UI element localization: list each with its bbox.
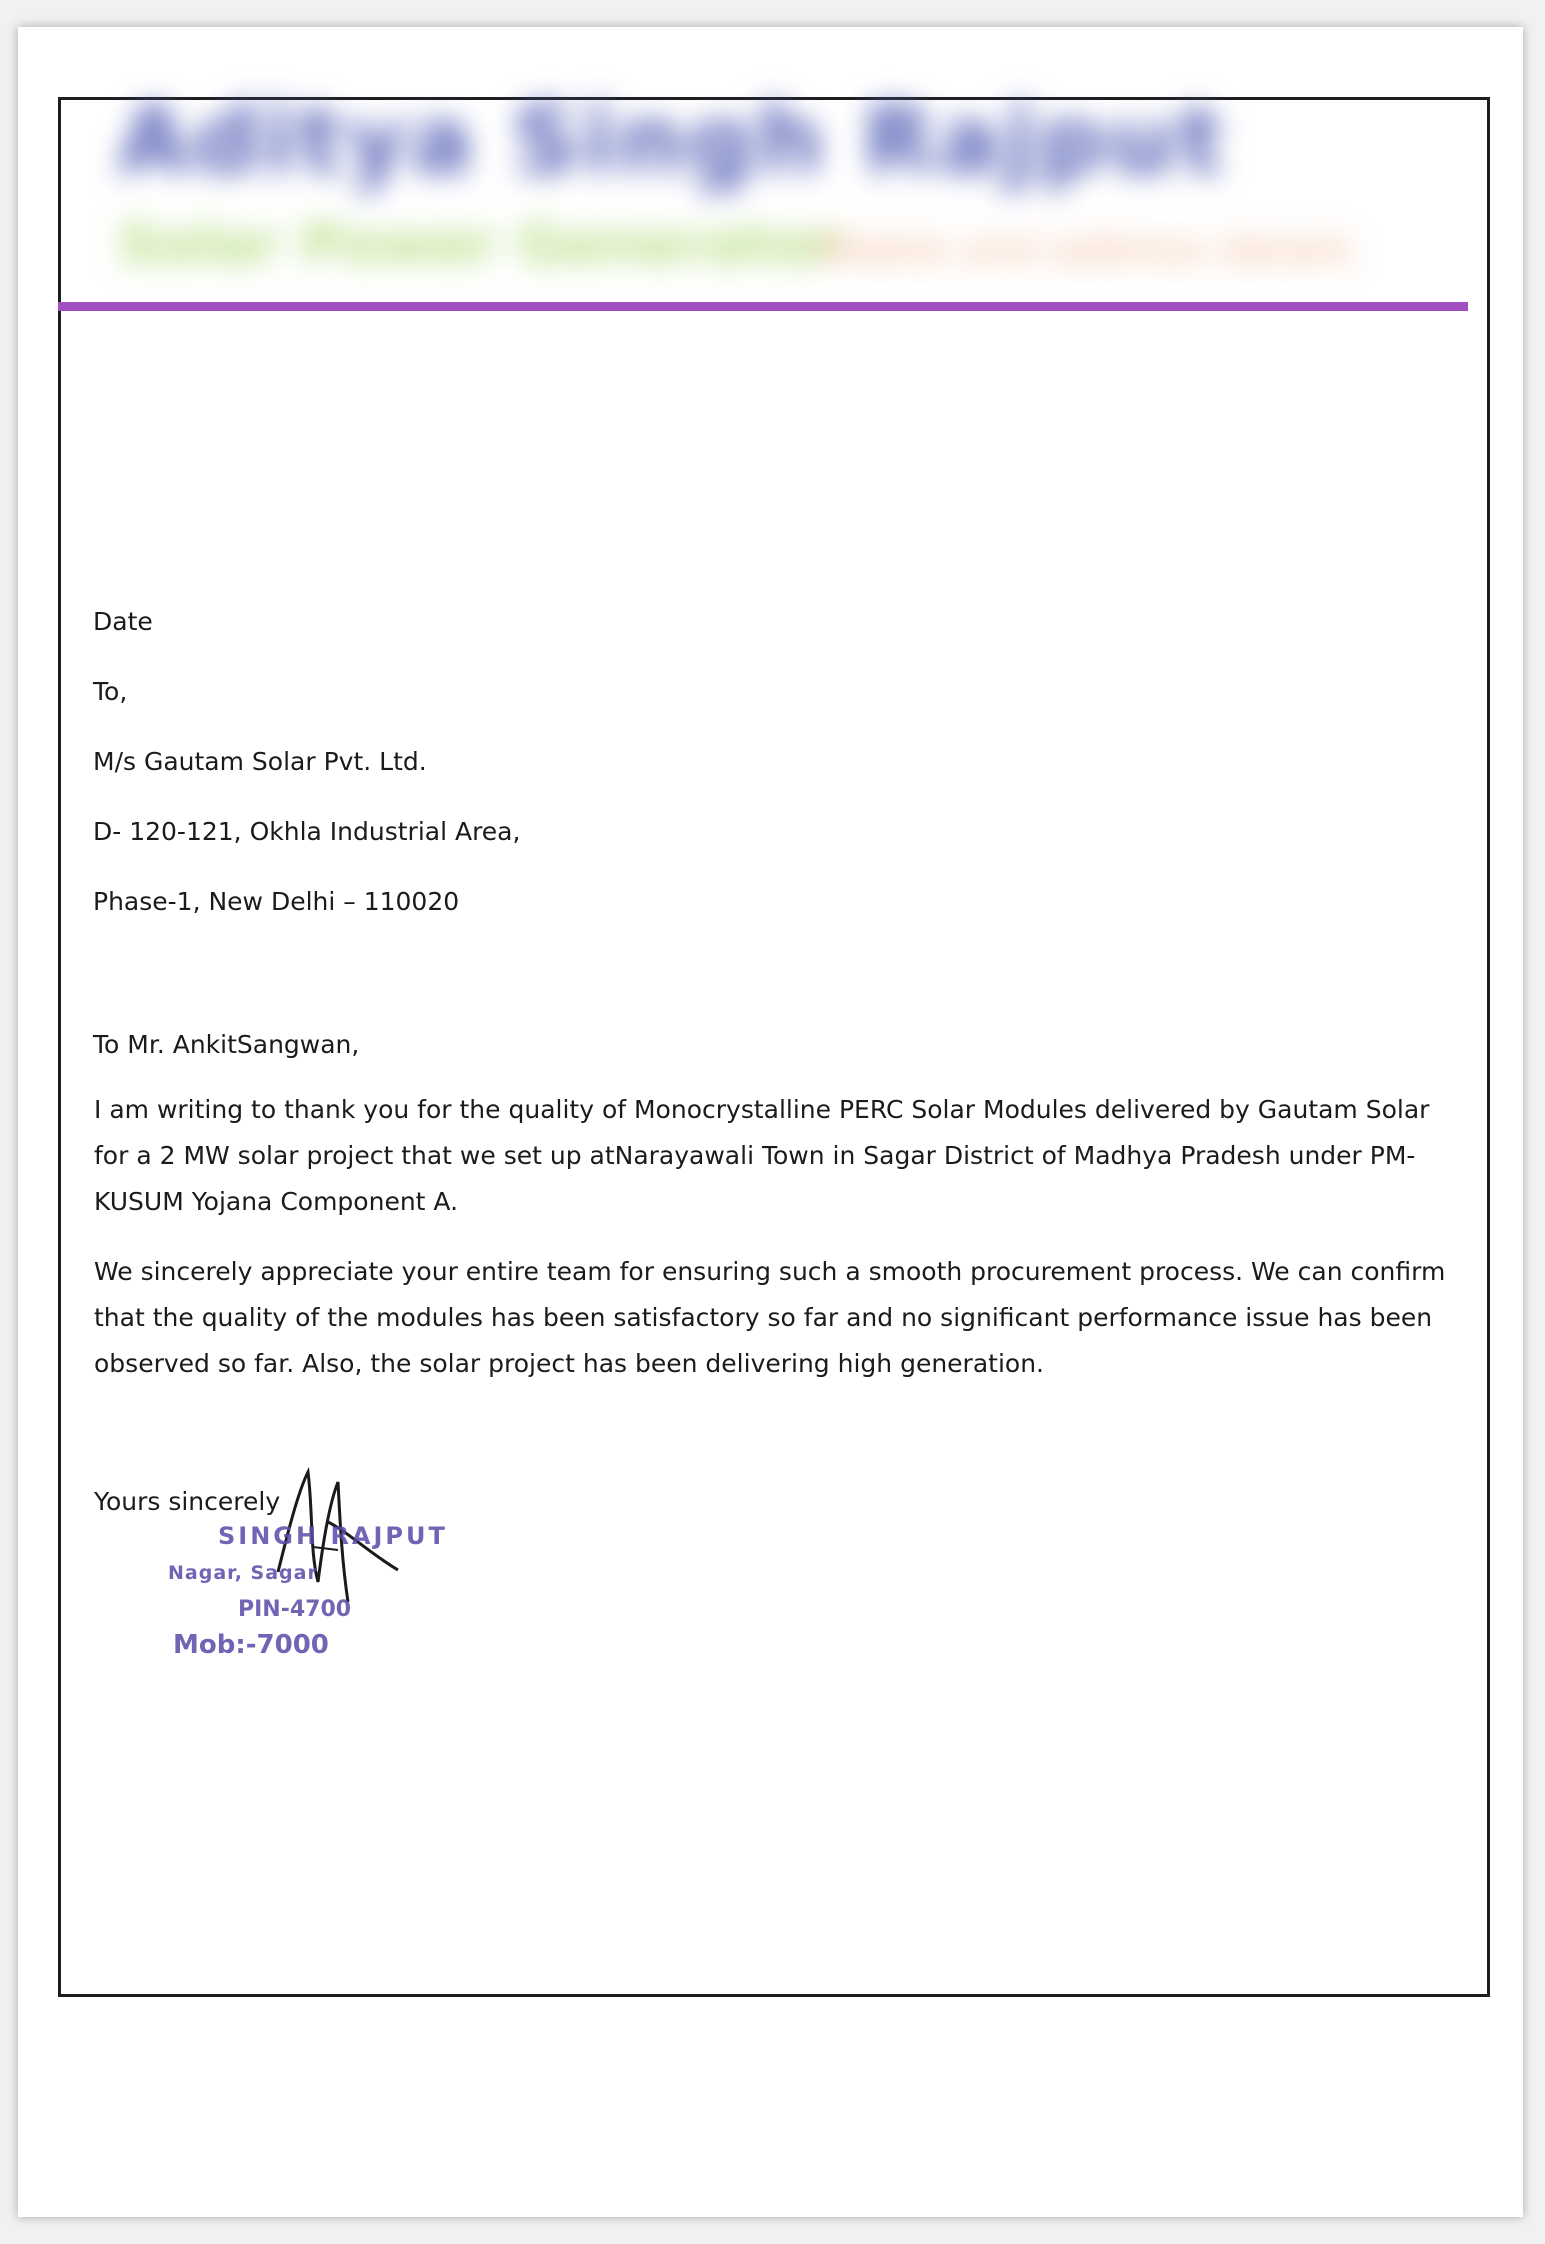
body-paragraph-1: I am writing to thank you for the quality of Monocrystalline PERC Solar Modules delivered by Gautam Solar for a 2 MW solar project that we set up atNarayawali Town in Sagar District of Madhya Pradesh under PM-KUSUM Yojana Component A. bbox=[94, 1095, 1430, 1216]
body-paragraph-2: We sincerely appreciate your entire team for ensuring such a smooth procurement process. We can confirm that the quality of the modules has been satisfactory so far and no significant performance issue has been observed so far. Also, the solar project has been delivering high generation. bbox=[94, 1257, 1446, 1378]
date-label: Date bbox=[93, 607, 153, 636]
salutation: To Mr. AnkitSangwan, bbox=[93, 1030, 360, 1059]
to-label: To, bbox=[93, 677, 128, 706]
address-line-2: Phase-1, New Delhi – 110020 bbox=[93, 887, 460, 916]
stamp-line-4: Mob:-7000 bbox=[173, 1630, 329, 1660]
letterhead-divider bbox=[58, 302, 1468, 311]
closing: Yours sincerely bbox=[94, 1487, 281, 1516]
letterhead-name-redacted: Aditya Singh Rajput bbox=[118, 87, 1228, 194]
recipient-company: M/s Gautam Solar Pvt. Ltd. bbox=[93, 747, 427, 776]
letterhead-subtitle-redacted: Solar Power Generator bbox=[118, 212, 838, 277]
stamp-line-2: Nagar, Sagar bbox=[168, 1562, 318, 1584]
letterhead-contact-redacted: Mobile and address details bbox=[818, 227, 1354, 273]
stamp-line-3: PIN-4700 bbox=[238, 1597, 352, 1622]
address-line-1: D- 120-121, Okhla Industrial Area, bbox=[93, 817, 521, 846]
letterhead bbox=[58, 67, 1468, 317]
letter-page bbox=[18, 27, 1523, 2217]
stamp-line-1: SINGH RAJPUT bbox=[218, 1522, 448, 1550]
rubber-stamp bbox=[128, 1522, 458, 1697]
